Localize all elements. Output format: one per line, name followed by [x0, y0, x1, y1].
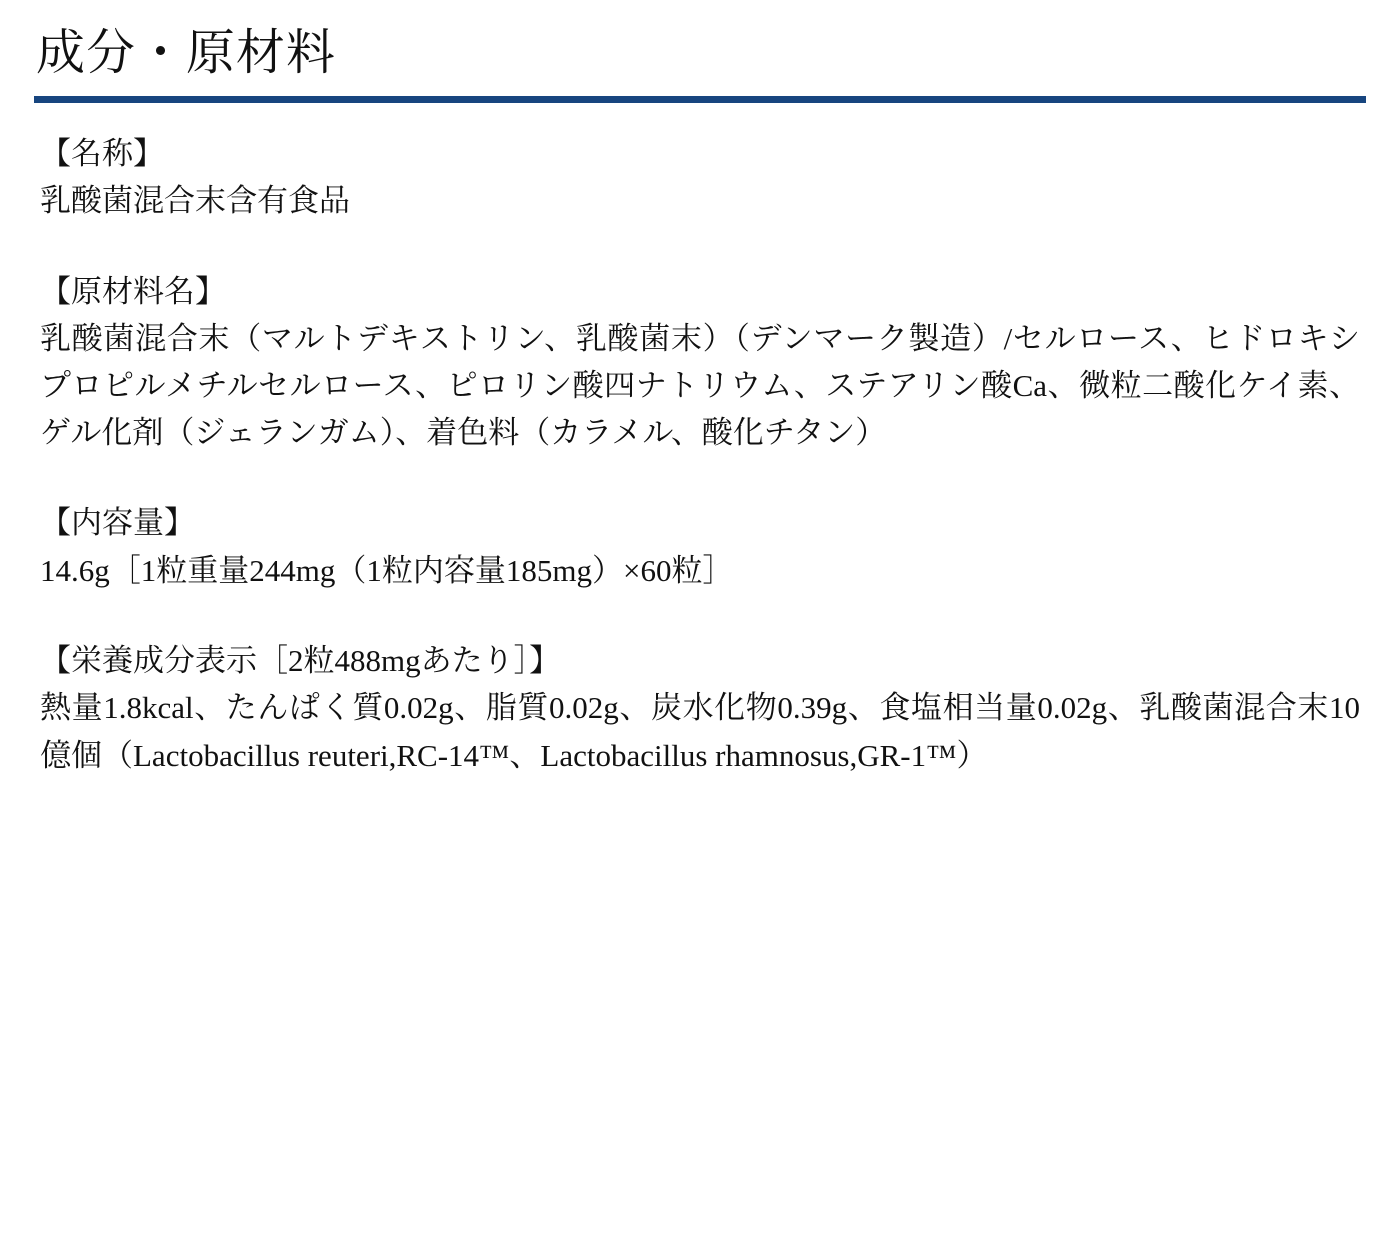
section-ingredients — [40, 269, 1360, 457]
section-label-net-content: 【内容量】 — [40, 505, 195, 541]
section-nutrition-facts — [40, 638, 1360, 779]
section-net-content — [40, 500, 1360, 594]
section-label-product-name: 【名称】 — [40, 135, 164, 171]
section-product-name — [40, 131, 1360, 225]
section-body-ingredients: 乳酸菌混合末（マルトデキストリン、乳酸菌末）（デンマーク製造）/セルロース、ヒドロキシプロピルメチルセルロース、ピロリン酸四ナトリウム、ステアリン酸Ca、微粒二酸化ケイ素、ゲル化剤（ジェランガム）、着色料（カラメル、酸化チタン） — [40, 321, 1360, 451]
section-body-nutrition-facts: 熱量1.8kcal、たんぱく質0.02g、脂質0.02g、炭水化物0.39g、食塩相当量0.02g、乳酸菌混合末10億個（Lactobacillus reuteri,RC-14™、Lactobacillus rhamnosus,GR-1™） — [40, 690, 1360, 773]
section-body-net-content: 14.6g［1粒重量244mg（1粒内容量185mg）×60粒］ — [40, 552, 734, 588]
page-title: 成分・原材料 — [36, 25, 336, 80]
section-body-product-name: 乳酸菌混合末含有食品 — [40, 183, 350, 219]
section-label-ingredients: 【原材料名】 — [40, 273, 226, 309]
title-underline-rule — [34, 96, 1366, 103]
section-label-nutrition-facts: 【栄養成分表示［2粒488mgあたり］】 — [40, 642, 561, 678]
content-area — [34, 131, 1366, 779]
